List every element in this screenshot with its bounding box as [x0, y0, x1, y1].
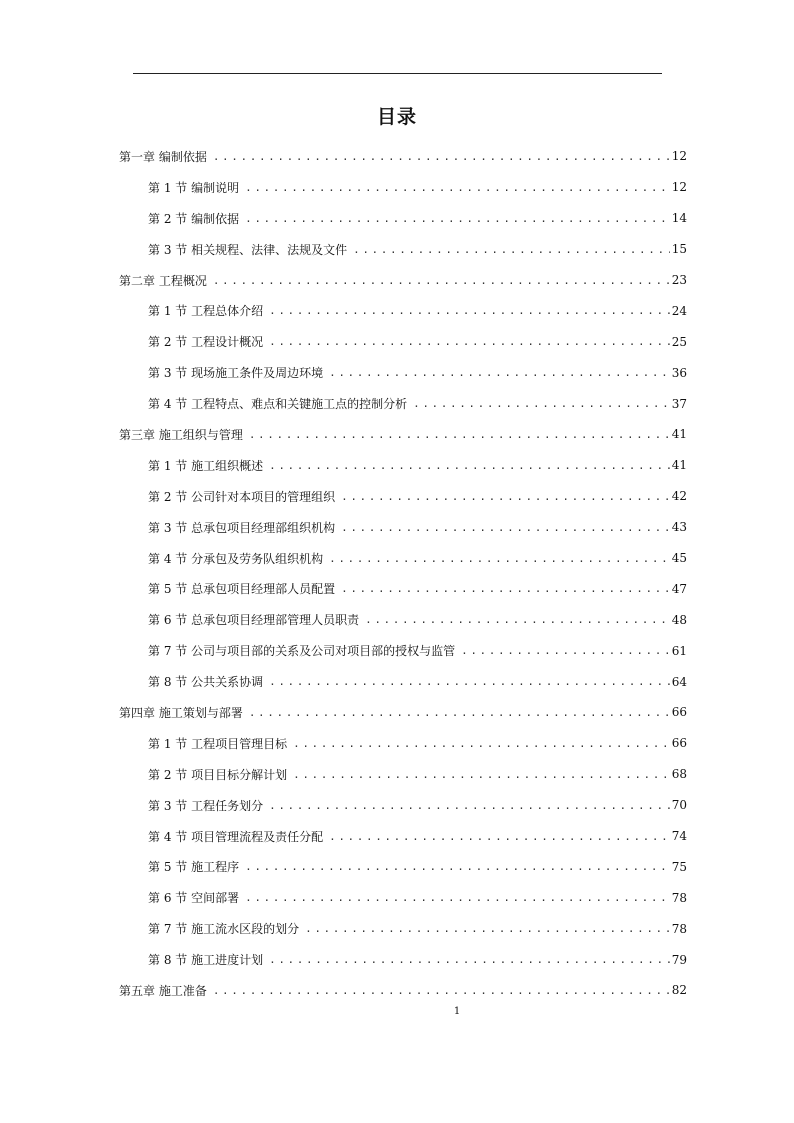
toc-entry-label: 第 6 节 总承包项目经理部管理人员职责 — [148, 613, 360, 628]
page-number: 1 — [453, 1006, 461, 1017]
toc-entry-page-number: 79 — [671, 952, 687, 967]
toc-section-entry[interactable] — [119, 203, 687, 234]
toc-entry-label: 第 2 节 编制依据 — [148, 211, 240, 226]
toc-entry-label: 第五章 施工准备 — [119, 983, 207, 998]
toc-entry-label: 第 4 节 项目管理流程及责任分配 — [148, 829, 324, 844]
toc-dot-leader — [213, 984, 670, 997]
toc-entry-page-number: 68 — [671, 767, 687, 782]
toc-section-entry[interactable] — [119, 821, 687, 852]
toc-entry-label: 第 2 节 项目目标分解计划 — [148, 767, 288, 782]
toc-entry-label: 第四章 施工策划与部署 — [119, 705, 243, 720]
toc-section-entry[interactable] — [119, 450, 687, 481]
toc-section-entry[interactable] — [119, 512, 687, 543]
toc-entry-label: 第 3 节 现场施工条件及周边环境 — [148, 366, 324, 381]
toc-entry-page-number: 15 — [671, 242, 687, 257]
toc-dot-leader — [461, 644, 670, 657]
toc-section-entry[interactable] — [119, 481, 687, 512]
toc-dot-leader — [245, 891, 670, 904]
toc-section-entry[interactable] — [119, 543, 687, 574]
toc-entry-page-number: 24 — [671, 303, 687, 318]
toc-entry-page-number: 47 — [671, 581, 687, 596]
toc-entry-page-number: 78 — [671, 921, 687, 936]
toc-dot-leader — [269, 335, 670, 348]
toc-entry-label: 第三章 施工组织与管理 — [119, 427, 243, 442]
toc-entry-page-number: 23 — [671, 273, 687, 287]
toc-section-entry[interactable] — [119, 357, 687, 388]
toc-chapter-entry[interactable] — [119, 265, 687, 296]
toc-section-entry[interactable] — [119, 573, 687, 604]
toc-dot-leader — [245, 181, 670, 194]
toc-dot-leader — [245, 860, 670, 873]
toc-entry-label: 第 1 节 编制说明 — [148, 180, 240, 195]
toc-entry-page-number: 14 — [671, 211, 687, 226]
toc-dot-leader — [329, 366, 670, 379]
toc-dot-leader — [329, 552, 670, 565]
toc-entry-page-number: 66 — [671, 736, 687, 751]
toc-entry-page-number: 64 — [671, 674, 687, 689]
toc-entry-label: 第 5 节 施工程序 — [148, 860, 240, 875]
toc-entry-page-number: 25 — [671, 334, 687, 349]
toc-section-entry[interactable] — [119, 326, 687, 357]
toc-entry-label: 第一章 编制依据 — [119, 149, 207, 164]
toc-section-entry[interactable] — [119, 172, 687, 203]
toc-entry-page-number: 37 — [671, 396, 687, 411]
toc-section-entry[interactable] — [119, 234, 687, 265]
toc-dot-leader — [341, 582, 670, 595]
toc-entry-label: 第 2 节 公司针对本项目的管理组织 — [148, 489, 336, 504]
toc-entry-label: 第 2 节 工程设计概况 — [148, 335, 264, 350]
toc-section-entry[interactable] — [119, 728, 687, 759]
toc-entry-label: 第 3 节 工程任务划分 — [148, 798, 264, 813]
toc-dot-leader — [341, 521, 670, 534]
toc-entry-label: 第 6 节 空间部署 — [148, 891, 240, 906]
toc-section-entry[interactable] — [119, 295, 687, 326]
toc-entry-page-number: 42 — [671, 489, 687, 504]
toc-entry-page-number: 78 — [671, 890, 687, 905]
toc-entry-label: 第 5 节 总承包项目经理部人员配置 — [148, 582, 336, 597]
toc-chapter-entry[interactable] — [119, 419, 687, 450]
toc-entry-page-number: 36 — [671, 365, 687, 380]
toc-entry-page-number: 48 — [671, 612, 687, 627]
toc-section-entry[interactable] — [119, 604, 687, 635]
toc-dot-leader — [249, 428, 670, 441]
toc-entry-page-number: 12 — [671, 180, 687, 195]
toc-entry-page-number: 70 — [671, 798, 687, 813]
toc-entry-label: 第 1 节 工程项目管理目标 — [148, 736, 288, 751]
toc-dot-leader — [293, 737, 670, 750]
toc-section-entry[interactable] — [119, 882, 687, 913]
toc-dot-leader — [269, 304, 670, 317]
toc-dot-leader — [249, 706, 670, 719]
toc-dot-leader — [341, 490, 670, 503]
toc-section-entry[interactable] — [119, 913, 687, 944]
toc-dot-leader — [269, 953, 670, 966]
toc-dot-leader — [329, 830, 670, 843]
toc-entry-page-number: 66 — [671, 705, 687, 720]
toc-dot-leader — [365, 613, 670, 626]
toc-entry-label: 第 7 节 施工流水区段的划分 — [148, 922, 300, 937]
toc-entry-page-number: 61 — [671, 643, 687, 658]
toc-entry-page-number: 12 — [671, 149, 687, 164]
toc-dot-leader — [305, 922, 670, 935]
toc-entry-label: 第 4 节 工程特点、难点和关键施工点的控制分析 — [148, 397, 408, 412]
toc-dot-leader — [269, 459, 670, 472]
toc-entry-label: 第 7 节 公司与项目部的关系及公司对项目部的授权与监管 — [148, 644, 456, 659]
header-rule — [133, 73, 662, 74]
toc-entry-page-number: 74 — [671, 829, 687, 844]
toc-section-entry[interactable] — [119, 759, 687, 790]
toc-entry-label: 第 8 节 施工进度计划 — [148, 953, 264, 968]
toc-dot-leader — [245, 212, 670, 225]
toc-entry-page-number: 82 — [671, 983, 687, 998]
toc-section-entry[interactable] — [119, 388, 687, 419]
page-title: 目录 — [376, 106, 417, 128]
toc-dot-leader — [269, 675, 670, 688]
toc-entry-page-number: 45 — [671, 551, 687, 566]
toc-entry-page-number: 43 — [671, 520, 687, 535]
toc-entry-label: 第 1 节 施工组织概述 — [148, 458, 264, 473]
toc-entry-page-number: 41 — [671, 427, 687, 442]
toc-entry-label: 第 1 节 工程总体介绍 — [148, 304, 264, 319]
toc-entry-label: 第 8 节 公共关系协调 — [148, 675, 264, 690]
toc-dot-leader — [213, 274, 670, 287]
toc-entry-label: 第 3 节 总承包项目经理部组织机构 — [148, 520, 336, 535]
toc-dot-leader — [269, 799, 670, 812]
toc-entry-page-number: 41 — [671, 458, 687, 473]
toc-dot-leader — [293, 768, 670, 781]
toc-section-entry[interactable] — [119, 851, 687, 882]
toc-section-entry[interactable] — [119, 666, 687, 697]
toc-chapter-entry[interactable] — [119, 975, 687, 1006]
toc-chapter-entry[interactable] — [119, 141, 687, 172]
toc-entry-label: 第 3 节 相关规程、法律、法规及文件 — [148, 242, 348, 257]
toc-dot-leader — [213, 150, 670, 163]
toc-chapter-entry[interactable] — [119, 697, 687, 728]
toc-entry-label: 第 4 节 分承包及劳务队组织机构 — [148, 551, 324, 566]
toc-dot-leader — [413, 397, 670, 410]
toc-section-entry[interactable] — [119, 790, 687, 821]
toc-entry-label: 第二章 工程概况 — [119, 273, 207, 288]
toc-entry-page-number: 75 — [671, 859, 687, 874]
toc-dot-leader — [353, 243, 670, 256]
toc-section-entry[interactable] — [119, 635, 687, 666]
table-of-contents — [119, 141, 687, 1006]
toc-section-entry[interactable] — [119, 944, 687, 975]
